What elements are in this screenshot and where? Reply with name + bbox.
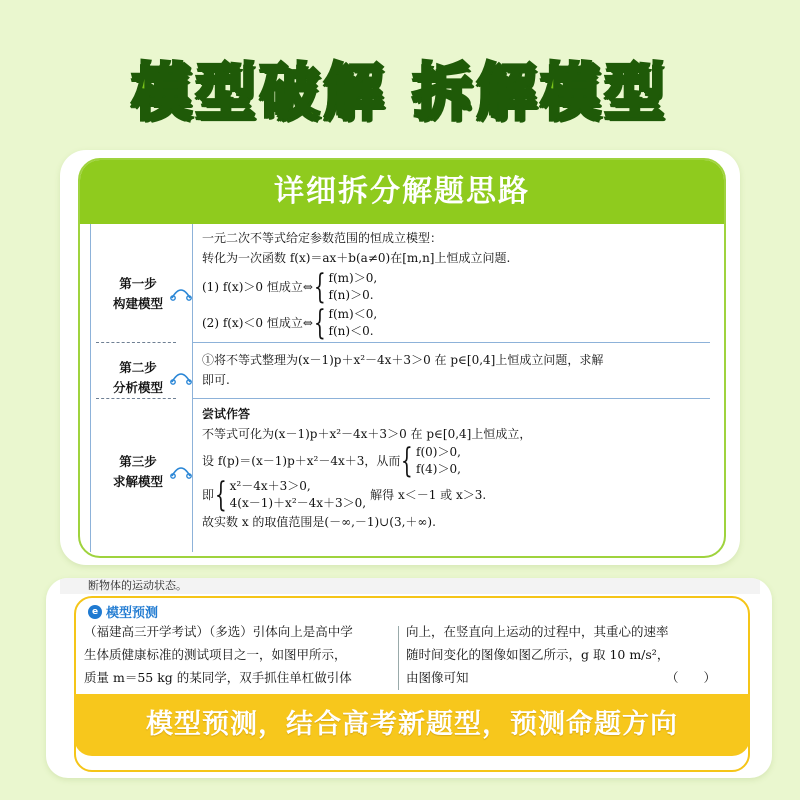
step3-line2: 设 f(p)＝(x－1)p＋x²－4x＋3，从而 { f(0)＞0, f(4)＞0,	[202, 441, 461, 481]
step3-line1: 不等式可化为(x－1)p＋x²－4x＋3＞0 在 p∈[0,4]上恒成立，	[202, 427, 532, 441]
step3-connector-icon	[170, 462, 192, 480]
step1-connector-icon	[170, 284, 192, 302]
step1-line2: 转化为一次函数 f(x)＝ax＋b(a≠0)在[m,n]上恒成立问题.	[202, 251, 511, 265]
question-right-line2: 随时间变化的图像如图乙所示，g 取 10 m/s²，	[406, 647, 670, 662]
step2-number: 第二步	[119, 360, 157, 375]
step3-line3-suffix: 解得 x＜－1 或 x＞3.	[370, 488, 487, 502]
step1-content	[202, 228, 706, 343]
answer-paren: （ ）	[665, 670, 716, 685]
step1-case2-b: f(n)＜0.	[328, 324, 374, 338]
step3-label	[102, 452, 174, 492]
row-divider-2	[192, 398, 710, 399]
question-left-line1: （福建高三开学考试）（多选）引体向上是高中学	[84, 624, 353, 639]
model-prediction-title-text: 模型预测	[106, 606, 159, 621]
solution-steps-body	[88, 224, 716, 552]
step1-case2-prefix: (2) f(x)＜0 恒成立⇔	[202, 316, 313, 330]
question-right-line3-text: 由图像可知	[406, 670, 469, 685]
step3-line3-a: x²－4x＋3＞0,	[229, 479, 311, 493]
step-divider-2	[96, 398, 176, 399]
step1-case1-b: f(n)＞0.	[328, 288, 374, 302]
step1-number: 第一步	[119, 276, 157, 291]
solution-steps-card	[60, 150, 740, 565]
step3-line2-prefix: 设 f(p)＝(x－1)p＋x²－4x＋3，从而	[202, 454, 401, 468]
hero-title: 模型破解 拆解模型	[131, 57, 669, 127]
question-right-line3	[406, 666, 726, 689]
step3-number: 第三步	[119, 454, 157, 469]
question-column-divider	[398, 626, 399, 690]
step2-connector-icon	[170, 368, 192, 386]
step1-case1-a: f(m)＞0,	[328, 271, 378, 285]
step2-line1: ①将不等式整理为(x－1)p＋x²－4x＋3＞0 在 p∈[0,4]上恒成立问题，求解	[202, 353, 604, 367]
step1-case1: (1) f(x)＞0 恒成立⇔ { f(m)＞0, f(n)＞0.	[202, 267, 378, 307]
step3-line4: 故实数 x 的取值范围是(－∞,－1)∪(3,＋∞).	[202, 515, 436, 529]
step2-label	[102, 358, 174, 398]
row-divider-1	[192, 342, 710, 343]
step3-line3-prefix: 即	[202, 488, 215, 502]
step1-label	[102, 274, 174, 314]
prediction-banner: 模型预测，结合高考新题型，预测命题方向	[74, 694, 750, 756]
step1-case2-a: f(m)＜0,	[328, 307, 378, 321]
step3-line3-b: 4(x－1)＋x²－4x＋3＞0,	[229, 496, 367, 510]
step3-line3: 即 { x²－4x＋3＞0, 4(x－1)＋x²－4x＋3＞0, 解得 x＜－1 或 x＞3.	[202, 475, 487, 515]
question-left-line3: 质量 m＝55 kg 的某同学，双手抓住单杠做引体	[84, 670, 352, 685]
step2-content	[202, 350, 706, 390]
step1-name: 构建模型	[112, 296, 163, 311]
column-divider	[192, 224, 193, 552]
solution-steps-frame	[78, 158, 726, 558]
step3-content	[202, 404, 706, 532]
question-right-column	[406, 620, 726, 689]
prediction-badge-icon: e	[88, 605, 102, 619]
model-prediction-card	[46, 578, 772, 778]
step2-line2: 即可.	[202, 373, 230, 387]
question-left-column	[84, 620, 353, 689]
step-divider-1	[96, 342, 176, 343]
question-right-line1: 向上，在竖直向上运动的过程中，其重心的速率	[406, 624, 669, 639]
solution-steps-header: 详细拆分解题思路	[80, 160, 724, 224]
step3-line2-a: f(0)＞0,	[416, 445, 461, 459]
step1-line1: 一元二次不等式给定参数范围的恒成立模型：	[202, 231, 443, 245]
step3-name: 求解模型	[112, 474, 163, 489]
step3-line2-b: f(4)＞0,	[416, 462, 461, 476]
step3-heading: 尝试作答	[202, 407, 251, 421]
question-left-line2: 生体质健康标准的测试项目之一，如图甲所示，	[84, 647, 347, 662]
step1-case2: (2) f(x)＜0 恒成立⇔ { f(m)＜0, f(n)＜0.	[202, 303, 378, 343]
step2-name: 分析模型	[112, 380, 163, 395]
previous-text-strip: 断物体的运动状态。	[60, 578, 760, 594]
model-prediction-title	[88, 602, 158, 621]
step1-case1-prefix: (1) f(x)＞0 恒成立⇔	[202, 280, 313, 294]
left-border-line	[90, 224, 91, 552]
